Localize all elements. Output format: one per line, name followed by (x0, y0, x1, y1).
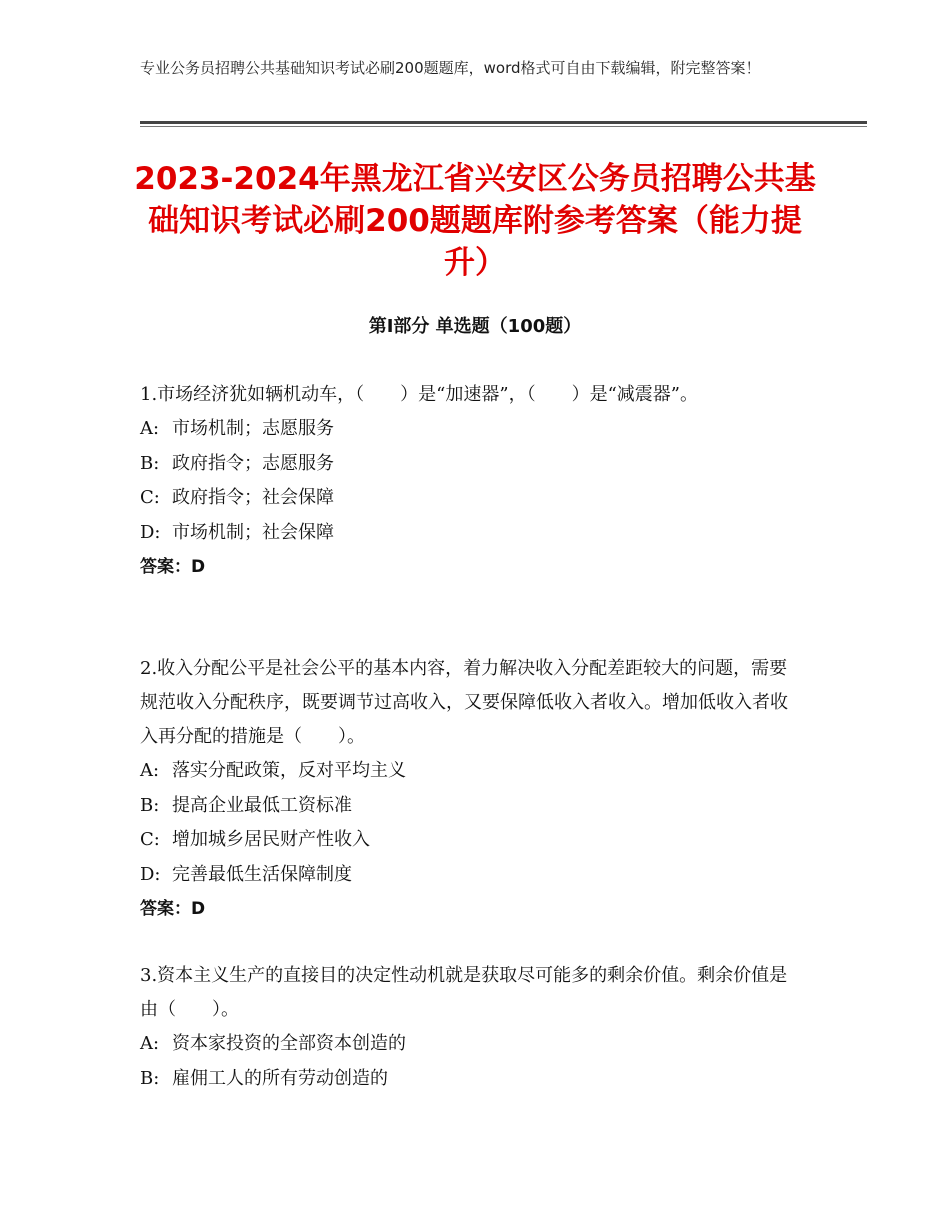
option-b (140, 1062, 800, 1097)
question-stem: 1.市场经济犹如辆机动车，（ ）是“加速器”，（ ）是“减震器”。 (140, 384, 698, 405)
option-d (140, 858, 800, 893)
option-a (140, 412, 800, 447)
option-text: 提高企业最低工资标准 (172, 794, 352, 816)
header-note: 专业公务员招聘公共基础知识考试必刷200题题库，word格式可自由下载编辑，附完整答案！ (140, 59, 761, 77)
option-b (140, 789, 800, 824)
answer: 答案：D (140, 557, 206, 577)
option-letter: C: (140, 829, 160, 850)
option-a (140, 754, 800, 789)
option-text: 增加城乡居民财产性收入 (172, 829, 370, 850)
option-b (140, 447, 800, 482)
question-3 (140, 959, 800, 1096)
option-d (140, 516, 800, 551)
option-letter: D: (140, 863, 161, 885)
option-a (140, 1027, 800, 1062)
option-text: 完善最低生活保障制度 (172, 863, 352, 885)
header-divider-thin (140, 126, 867, 127)
question-stem: 2.收入分配公平是社会公平的基本内容，着力解决收入分配差距较大的问题，需要规范收入分配秩序，既要调节过高收入，又要保障低收入者收入。增加低收入者收入再分配的措施是（ ）。 (140, 658, 788, 747)
option-text: 资本家投资的全部资本创造的 (172, 1033, 406, 1054)
option-letter: A: (140, 760, 160, 781)
option-c (140, 481, 800, 516)
option-c (140, 823, 800, 858)
option-text: 政府指令；社会保障 (172, 487, 334, 508)
document-title: 2023-2024年黑龙江省兴安区公务员招聘公共基础知识考试必刷200题题库附参考答案（能力提升） (134, 161, 816, 281)
option-text: 市场机制；社会保障 (172, 521, 334, 543)
option-letter: B: (140, 1067, 160, 1089)
option-letter: B: (140, 794, 160, 816)
section-heading: 第Ⅰ部分 单选题（100题） (368, 316, 582, 337)
option-text: 市场机制；志愿服务 (172, 418, 334, 439)
header-divider-thick (140, 121, 867, 124)
question-stem: 3.资本主义生产的直接目的决定性动机就是获取尽可能多的剩余价值。剩余价值是由（ ）。 (140, 965, 788, 1020)
answer: 答案：D (140, 899, 206, 919)
option-text: 落实分配政策，反对平均主义 (172, 760, 406, 781)
option-letter: C: (140, 487, 160, 508)
option-text: 雇佣工人的所有劳动创造的 (172, 1067, 388, 1089)
option-letter: A: (140, 418, 160, 439)
option-text: 政府指令；志愿服务 (172, 452, 334, 474)
question-1 (140, 378, 800, 584)
question-2 (140, 652, 800, 926)
option-letter: D: (140, 521, 161, 543)
option-letter: B: (140, 452, 160, 474)
option-letter: A: (140, 1033, 160, 1054)
